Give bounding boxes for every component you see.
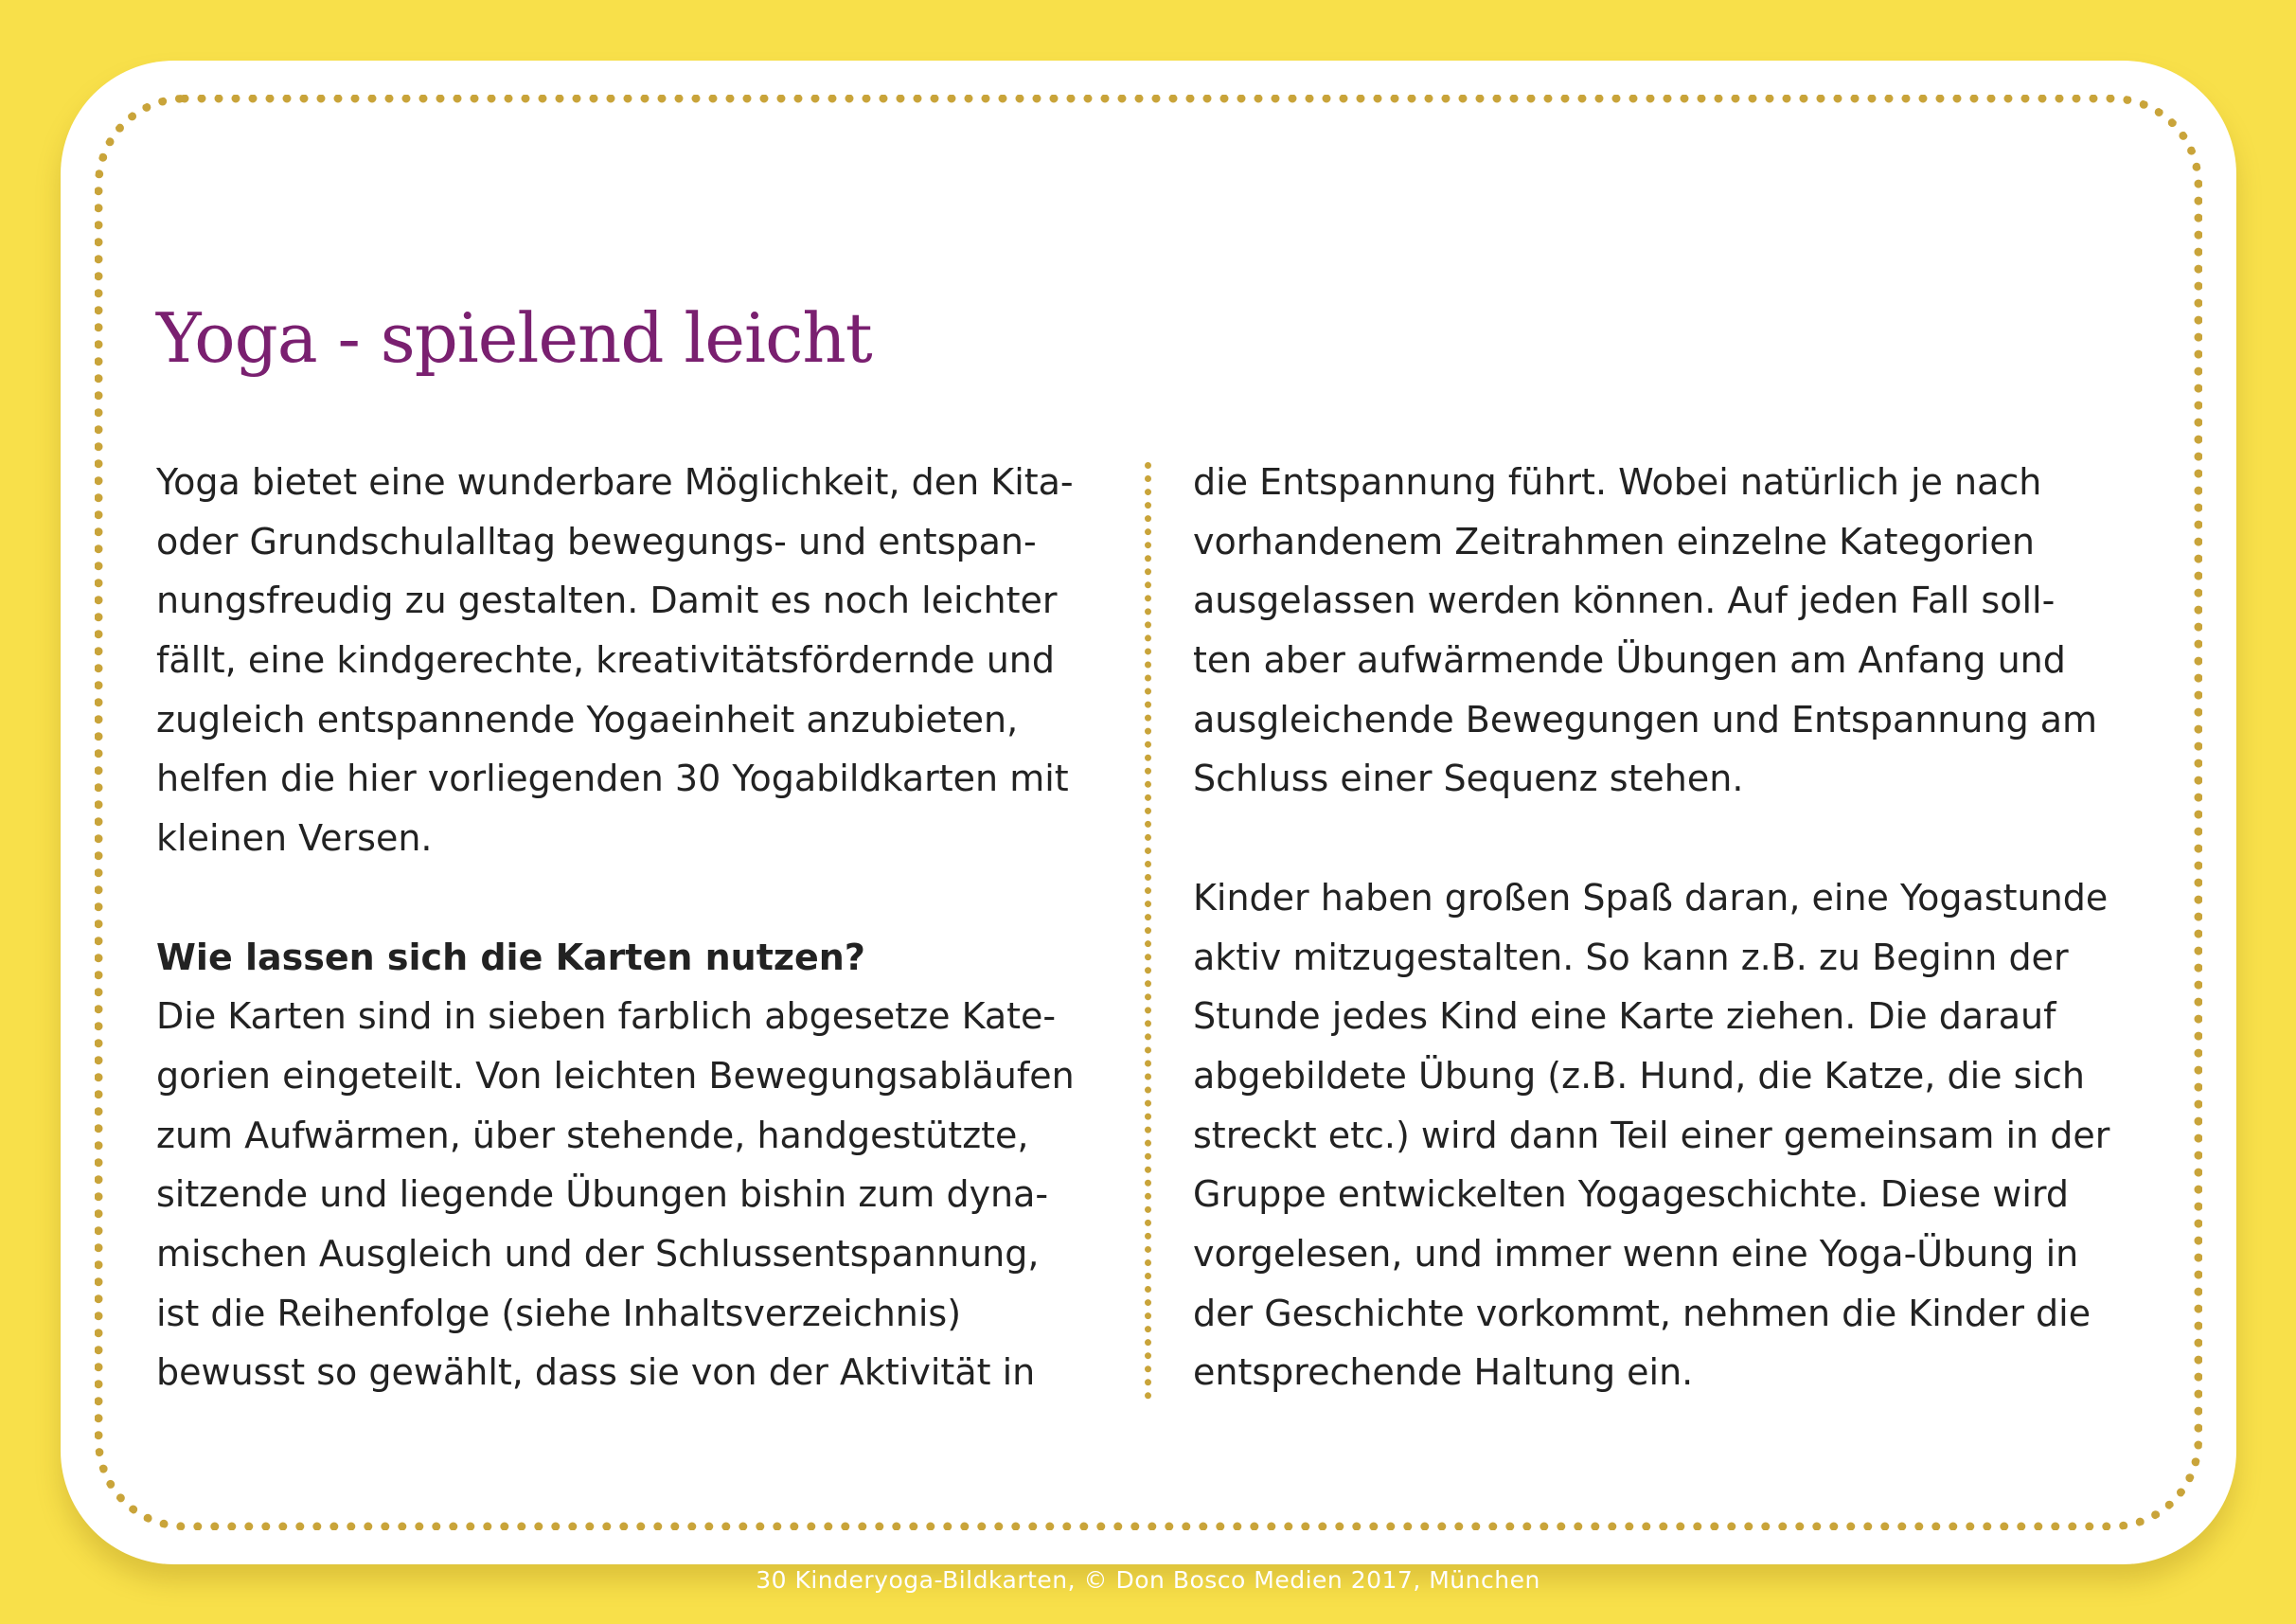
text-line: abgebildete Übung (z.B. Hund, die Katze, die sich [1193, 1054, 2085, 1097]
text-line: aktiv mitzugestalten. So kann z.B. zu Beginn der [1193, 936, 2069, 978]
text-line: zugleich entspannende Yogaeinheit anzubieten, [156, 698, 1019, 741]
text-line: ten aber aufwärmende Übungen am Anfang und [1193, 639, 2066, 682]
left-column [156, 453, 1112, 1402]
paragraph-spacer [1193, 809, 2159, 868]
text-line: ausgelassen werden können. Auf jeden Fall soll- [1193, 580, 2056, 622]
text-line: zum Aufwärmen, über stehende, handgestützte, [156, 1114, 1029, 1156]
text-line: oder Grundschulalltag bewegungs- und entspan- [156, 520, 1037, 562]
text-line: Schluss einer Sequenz stehen. [1193, 758, 1744, 800]
text-line: bewusst so gewählt, dass sie von der Aktivität in [156, 1351, 1036, 1394]
text-line: Kinder haben großen Spaß daran, eine Yogastunde [1193, 876, 2109, 919]
text-line: ist die Reihenfolge (siehe Inhaltsverzeichnis) [156, 1292, 962, 1334]
footer-credit: 30 Kinderyoga-Bildkarten, © Don Bosco Medien 2017, München [756, 1566, 1540, 1594]
text-line: Gruppe entwickelten Yogageschichte. Diese wird [1193, 1173, 2070, 1216]
text-line: nungsfreudig zu gestalten. Damit es noch leichter [156, 580, 1058, 622]
text-line: Yoga bietet eine wunderbare Möglichkeit, den Kita- [156, 461, 1074, 503]
text-line: Die Karten sind in sieben farblich abgesetze Kate- [156, 995, 1057, 1038]
text-line: kleinen Versen. [156, 817, 433, 860]
paragraph-spacer [156, 868, 1112, 928]
text-line: mischen Ausgleich und der Schlussentspannung, [156, 1232, 1040, 1275]
text-line: die Entspannung führt. Wobei natürlich je nach [1193, 461, 2042, 503]
text-line: ausgleichende Bewegungen und Entspannung am [1193, 698, 2098, 741]
right-column [1193, 453, 2159, 1402]
text-line: helfen die hier vorliegenden 30 Yogabildkarten mit [156, 758, 1069, 800]
text-line: vorhandenem Zeitrahmen einzelne Kategorien [1193, 520, 2035, 562]
text-line: sitzende und liegende Übungen bishin zum dyna- [156, 1173, 1049, 1216]
text-line: entsprechende Haltung ein. [1193, 1351, 1694, 1394]
column-divider [1145, 462, 1151, 1400]
text-line: vorgelesen, und immer wenn eine Yoga-Übung in [1193, 1232, 2079, 1275]
text-line: der Geschichte vorkommt, nehmen die Kinder die [1193, 1292, 2091, 1334]
text-line: gorien eingeteilt. Von leichten Bewegungsabläufen [156, 1054, 1075, 1097]
text-line: Stunde jedes Kind eine Karte ziehen. Die darauf [1193, 995, 2056, 1038]
text-line: fällt, eine kindgerechte, kreativitätsfördernde und [156, 639, 1055, 682]
text-line: streckt etc.) wird dann Teil einer gemeinsam in der [1193, 1114, 2110, 1156]
section-heading: Wie lassen sich die Karten nutzen? [156, 936, 865, 978]
page-title: Yoga - spielend leicht [156, 298, 872, 378]
